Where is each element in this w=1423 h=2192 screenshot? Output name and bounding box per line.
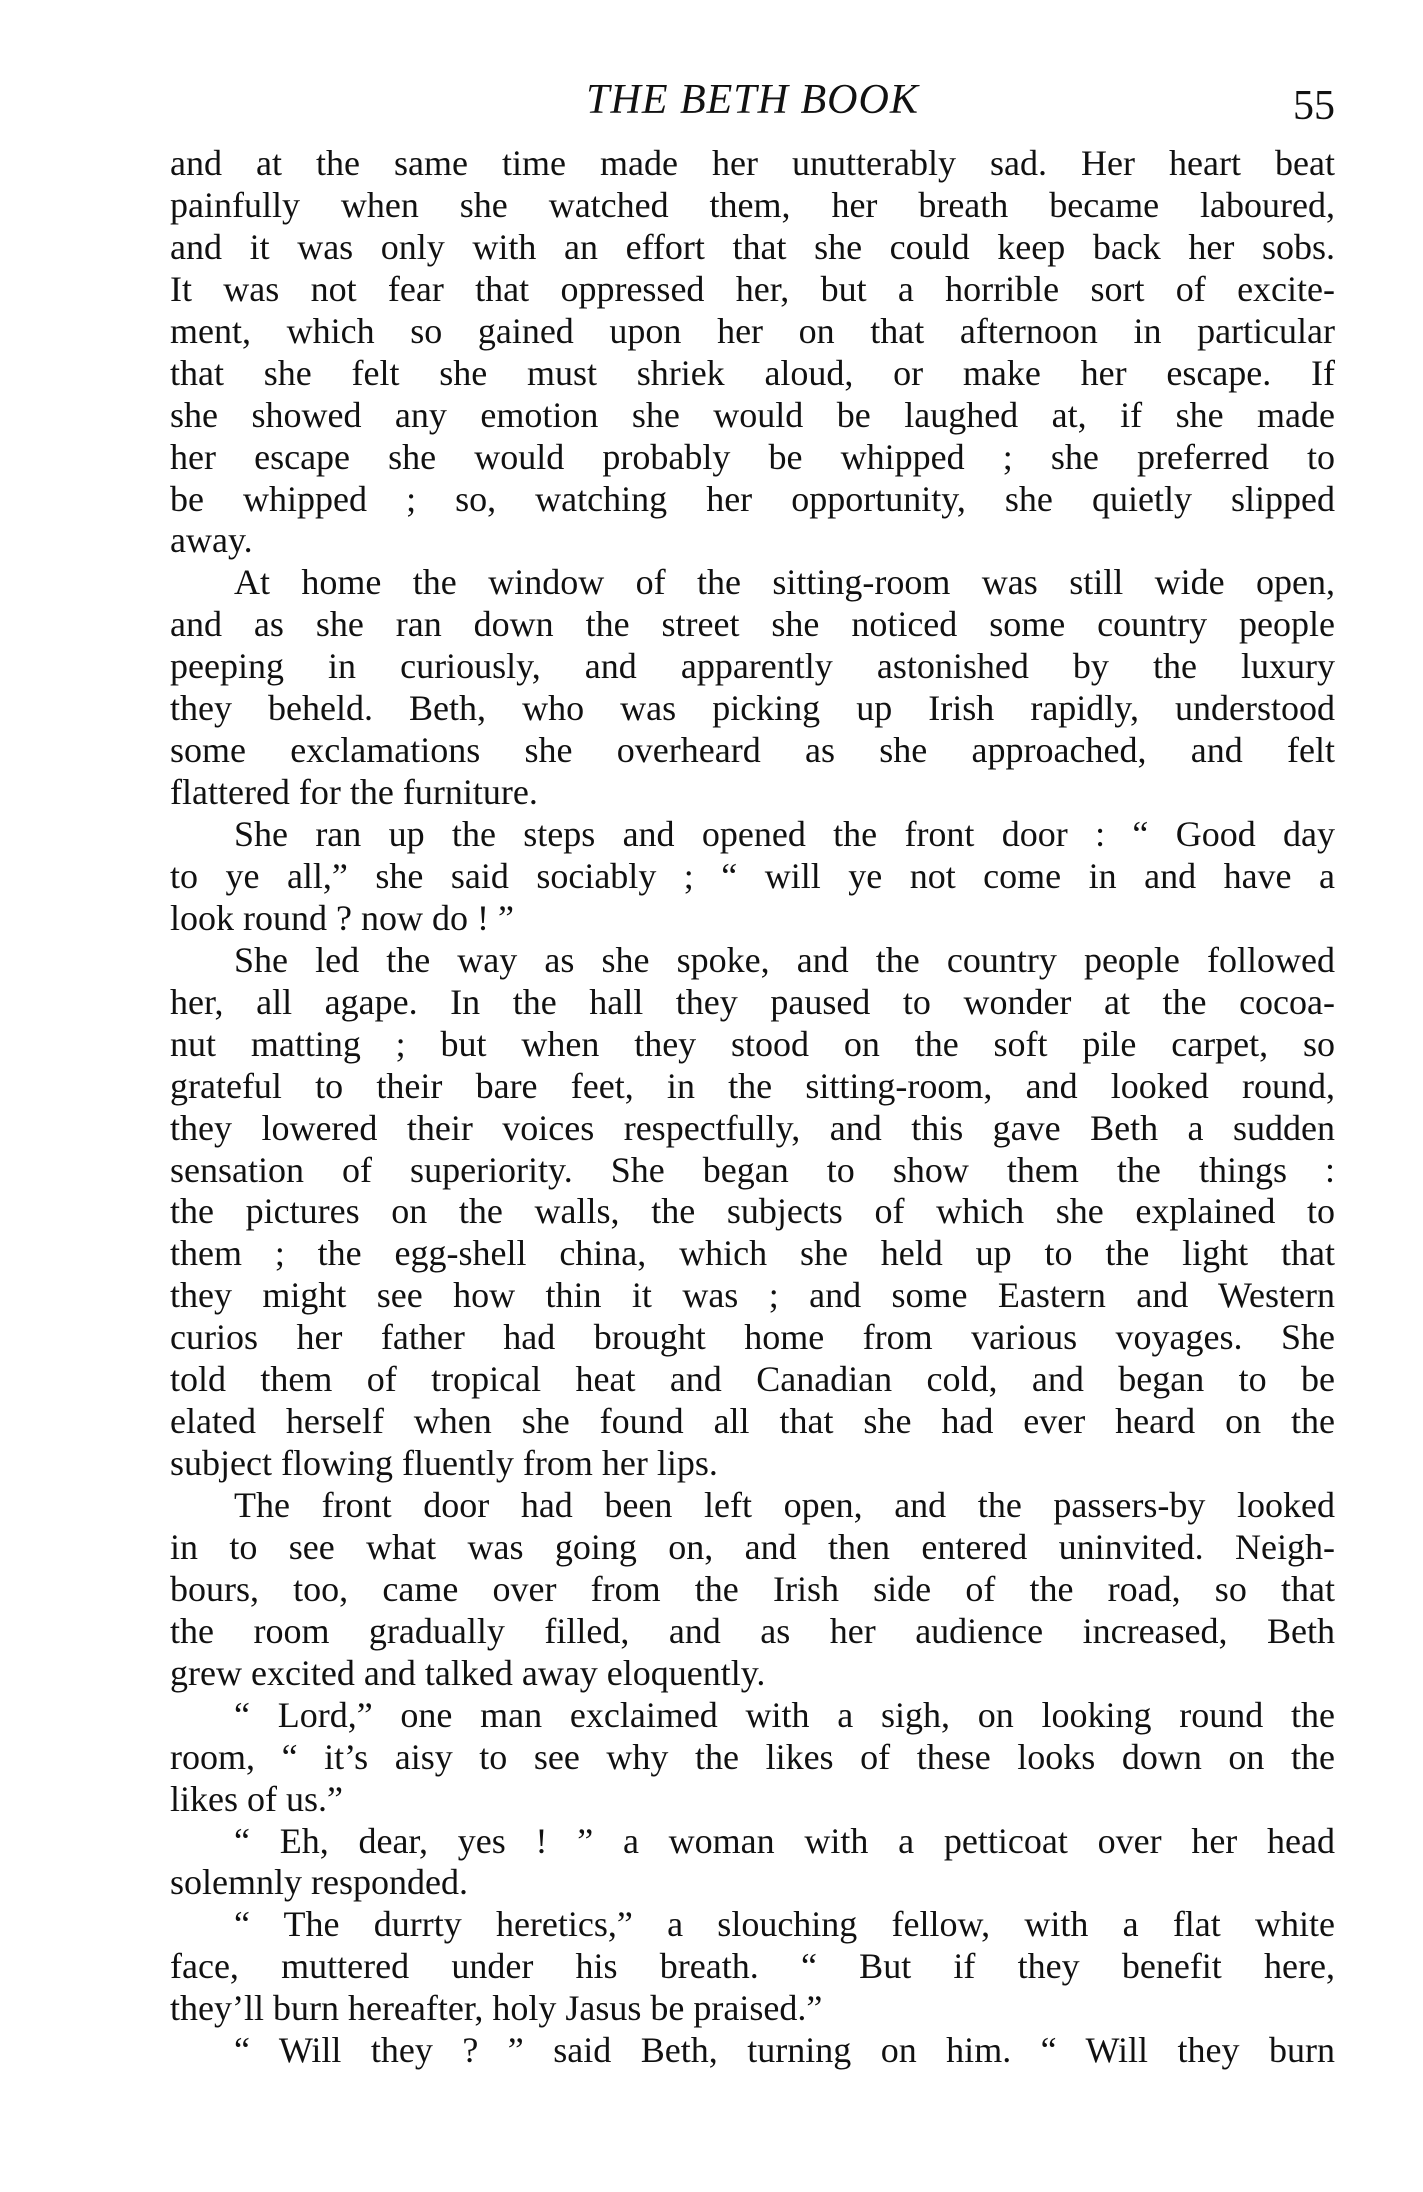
text-line: grew excited and talked away eloquently. (170, 1652, 766, 1693)
text-line: ment, which so gained upon her on that afternoon in particular (170, 310, 1335, 351)
text-line: in to see what was going on, and then entered uninvited. Neigh- (170, 1526, 1335, 1567)
page-header (170, 70, 1335, 130)
text-line: and at the same time made her unutterably sad. Her heart beat (170, 143, 1335, 183)
text-line: peeping in curiously, and apparently astonished by the luxury (170, 646, 1335, 687)
text-line: look round ? now do ! ” (170, 897, 514, 938)
text-line: them ; the egg-shell china, which she held up to the light that (170, 1233, 1335, 1274)
page-number: 55 (1293, 83, 1335, 129)
text-line: away. (170, 520, 253, 561)
text-line: The front door had been left open, and the passers-by looked (234, 1485, 1335, 1525)
text-line: elated herself when she found all that she had ever heard on the (170, 1401, 1335, 1442)
text-line: “ Eh, dear, yes ! ” a woman with a petticoat over her head (234, 1820, 1335, 1861)
text-line: She ran up the steps and opened the front door : “ Good day (234, 814, 1335, 854)
text-line: nut matting ; but when they stood on the soft pile carpet, so (170, 1023, 1335, 1064)
text-line: She led the way as she spoke, and the country people followed (234, 939, 1335, 980)
text-line: At home the window of the sitting-room was still wide open, (234, 562, 1335, 603)
text-line: room, “ it’s aisy to see why the likes of these looks down on the (170, 1736, 1335, 1777)
text-line: and as she ran down the street she noticed some country people (170, 604, 1335, 645)
text-line: face, muttered under his breath. “ But if they benefit here, (170, 1946, 1335, 1987)
text-line: curios her father had brought home from various voyages. She (170, 1317, 1335, 1358)
text-line: “ The durrty heretics,” a slouching fellow, with a flat white (234, 1904, 1335, 1945)
text-line: flattered for the furniture. (170, 772, 538, 813)
text-line: bours, too, came over from the Irish side of the road, so that (170, 1568, 1335, 1609)
text-line: likes of us.” (170, 1778, 343, 1819)
text-line: they might see how thin it was ; and some Eastern and Western (170, 1275, 1335, 1316)
text-line: she showed any emotion she would be laughed at, if she made (170, 394, 1335, 435)
text-line: “ Lord,” one man exclaimed with a sigh, on looking round the (234, 1694, 1335, 1735)
text-line: her, all agape. In the hall they paused to wonder at the cocoa- (170, 981, 1335, 1022)
text-line: grateful to their bare feet, in the sitting-room, and looked round, (170, 1065, 1335, 1106)
text-line: painfully when she watched them, her breath became laboured, (170, 184, 1335, 225)
text-line: subject flowing fluently from her lips. (170, 1443, 718, 1484)
body-text (170, 143, 1335, 2072)
text-line: they lowered their voices respectfully, and this gave Beth a sudden (170, 1107, 1335, 1148)
text-line: “ Will they ? ” said Beth, turning on him. “ Will they burn (234, 2030, 1335, 2071)
text-line: told them of tropical heat and Canadian cold, and began to be (170, 1359, 1335, 1400)
text-line: that she felt she must shriek aloud, or make her escape. If (170, 352, 1335, 393)
text-line: the pictures on the walls, the subjects of which she explained to (170, 1191, 1335, 1232)
text-line: they beheld. Beth, who was picking up Irish rapidly, understood (170, 688, 1335, 729)
text-line: to ye all,” she said sociably ; “ will ye not come in and have a (170, 855, 1335, 896)
text-line: some exclamations she overheard as she approached, and felt (170, 730, 1335, 771)
text-line: be whipped ; so, watching her opportunity, she quietly slipped (170, 478, 1335, 519)
text-line: the room gradually filled, and as her audience increased, Beth (170, 1610, 1335, 1651)
text-line: and it was only with an effort that she could keep back her sobs. (170, 226, 1335, 267)
text-line: solemnly responded. (170, 1862, 468, 1903)
text-line: It was not fear that oppressed her, but a horrible sort of excite- (170, 268, 1335, 309)
text-line: sensation of superiority. She began to show them the things : (170, 1149, 1335, 1190)
running-title: THE BETH BOOK (586, 77, 919, 123)
text-line: they’ll burn hereafter, holy Jasus be praised.” (170, 1988, 823, 2029)
text-line: her escape she would probably be whipped ; she preferred to (170, 436, 1335, 477)
